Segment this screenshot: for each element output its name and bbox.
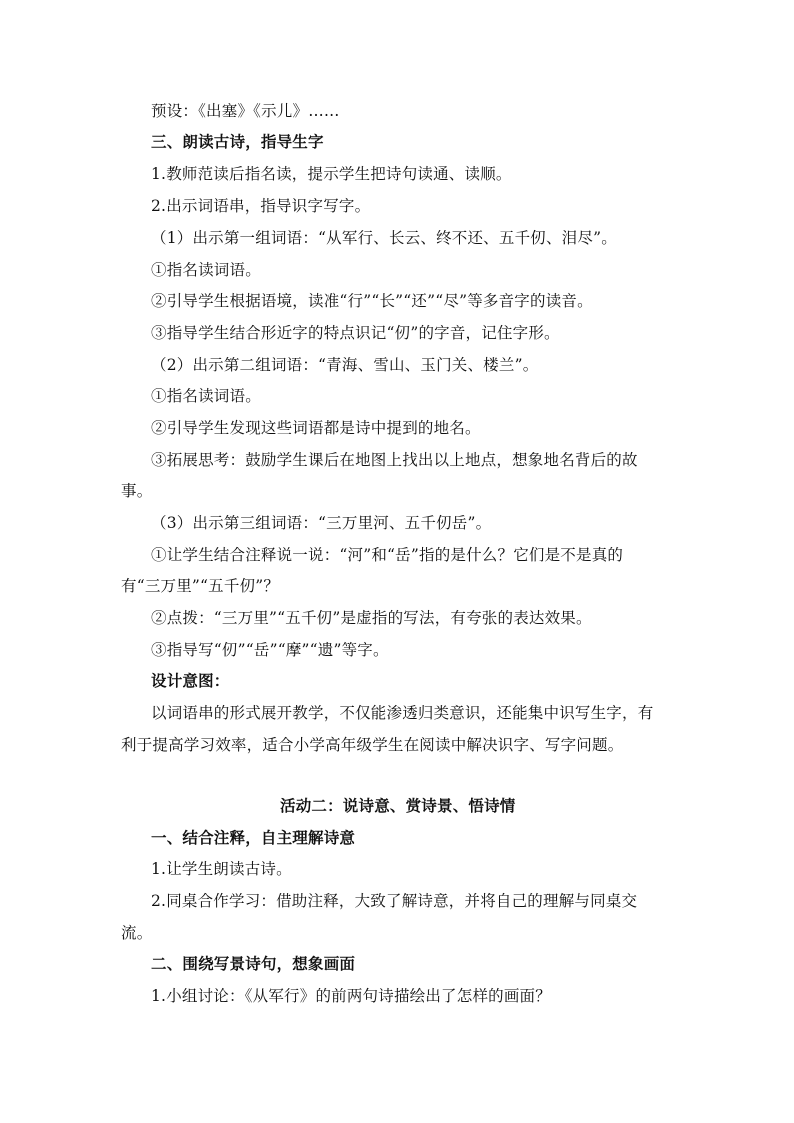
list-item: ①让学生结合注释说一说：“河”和“岳”指的是什么？它们是不是真的 — [151, 546, 624, 564]
word-group-3: （3）出示第三组词语：“三万里河、五千仞岳”。 — [151, 514, 492, 532]
list-item-continuation: 事。 — [121, 482, 153, 500]
paragraph-presets: 预设：《出塞》《示儿》…… — [151, 102, 340, 120]
step-group-discussion: 1.小组讨论：《从军行》的前两句诗描绘出了怎样的画面？ — [151, 987, 551, 1005]
section-heading-read-poem: 三、朗读古诗，指导生字 — [151, 132, 324, 151]
list-item: ③指导学生结合形近字的特点识记“仞”的字音，记住字形。 — [151, 324, 560, 342]
design-intent-label: 设计意图： — [151, 671, 230, 690]
list-item: ②引导学生根据语境，读准“行”“长”“还”“尽”等多音字的读音。 — [151, 292, 593, 310]
step-read-poem: 1.让学生朗读古诗。 — [151, 860, 292, 878]
list-item: ②引导学生发现这些词语都是诗中提到的地名。 — [151, 419, 481, 437]
word-group-2: （2）出示第二组词语：“青海、雪山、玉门关、楼兰”。 — [151, 356, 539, 374]
step-teacher-reading: 1.教师范读后指名读，提示学生把诗句读通、读顺。 — [151, 165, 512, 183]
design-intent-text-continuation: 利于提高学习效率，适合小学高年级学生在阅读中解决识字、写字问题。 — [121, 736, 624, 754]
word-group-1: （1）出示第一组词语：“从军行、长云、终不还、五千仞、泪尽”。 — [151, 229, 617, 247]
list-item: ③指导写“仞”“岳”“摩”“遗”等字。 — [151, 641, 389, 659]
step-word-strings: 2.出示词语串，指导识字写字。 — [151, 197, 371, 215]
list-item: ①指名读词语。 — [151, 261, 261, 279]
step-pair-study: 2.同桌合作学习：借助注释，大致了解诗意，并将自己的理解与同桌交 — [151, 892, 638, 910]
list-item: ①指名读词语。 — [151, 387, 261, 405]
list-item-continuation: 有“三万里”“五千仞”？ — [121, 577, 280, 595]
activity-two-heading: 活动二：说诗意、赏诗景、悟诗情 — [280, 796, 516, 815]
list-item: ②点拨：“三万里”“五千仞”是虚指的写法，有夸张的表达效果。 — [151, 609, 592, 627]
list-item: ③拓展思考：鼓励学生课后在地图上找出以上地点，想象地名背后的故 — [151, 451, 638, 469]
design-intent-text: 以词语串的形式展开教学，不仅能渗透归类意识，还能集中识写生字，有 — [151, 704, 654, 722]
section-heading-imagine: 二、围绕写景诗句，想象画面 — [151, 954, 356, 973]
step-pair-study-continuation: 流。 — [121, 924, 153, 942]
section-heading-understand: 一、结合注释，自主理解诗意 — [151, 828, 356, 847]
